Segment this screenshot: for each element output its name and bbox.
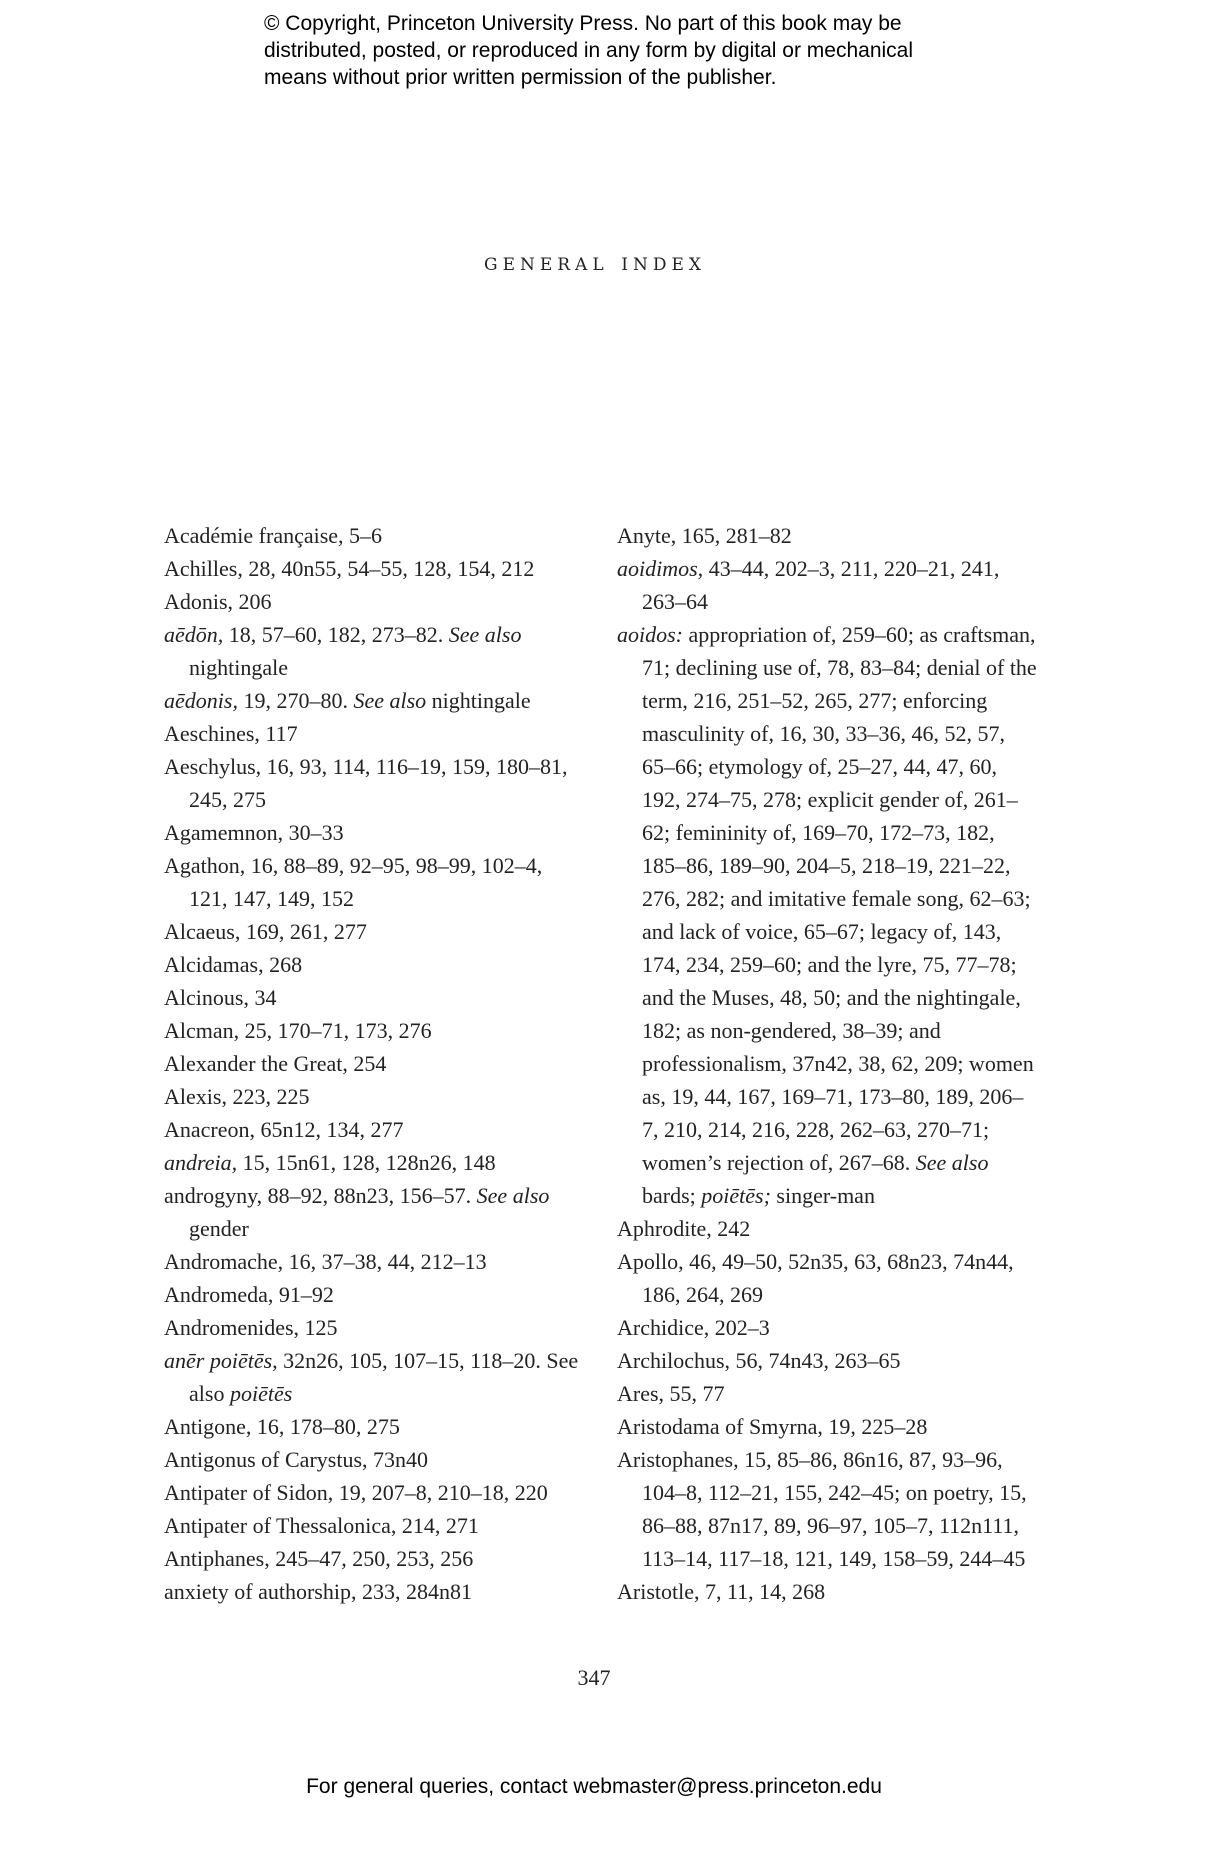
- index-entry-text: Agathon, 16, 88–89, 92–95, 98–99, 102–4, 121, 147, 149, 152: [164, 853, 543, 911]
- index-entry-text: anxiety of authorship, 233, 284n81: [164, 1579, 472, 1604]
- index-entry-text: Ares, 55, 77: [617, 1381, 725, 1406]
- index-entry: [164, 849, 584, 915]
- index-entry: [164, 1047, 584, 1080]
- index-entry-text: Alcidamas, 268: [164, 952, 303, 977]
- index-entry-text: 43–44, 202–3, 211, 220–21, 241, 263–64: [642, 556, 1000, 614]
- index-entry: [164, 1311, 584, 1344]
- index-entry-text: Alcaeus, 169, 261, 277: [164, 919, 367, 944]
- index-entry: [164, 1014, 584, 1047]
- index-entry: [164, 1410, 584, 1443]
- index-entry-text: Andromache, 16, 37–38, 44, 212–13: [164, 1249, 487, 1274]
- index-entry: [164, 519, 584, 552]
- index-entry-text: Aristotle, 7, 11, 14, 268: [617, 1579, 826, 1604]
- index-entry: [164, 1344, 584, 1410]
- index-entry-text: Apollo, 46, 49–50, 52n35, 63, 68n23, 74n44, 186, 264, 269: [617, 1249, 1014, 1307]
- index-entry-text: Aphrodite, 242: [617, 1216, 751, 1241]
- index-entry-text: gender: [189, 1216, 249, 1241]
- index-entry: [164, 1443, 584, 1476]
- index-entry-text: Anacreon, 65n12, 134, 277: [164, 1117, 404, 1142]
- index-entry-text: appropriation of, 259–60; as craftsman, 71; declining use of, 78, 83–84; denial of the term, 216, 251–52, 265, 277; enforcing masculinity of, 16, 30, 33–36, 46, 52, 57, 65–66; etymology of, 25–27, 44, 47, 60, 192, 274–75, 278; explicit gender of, 261–62; femininity of, 169–70, 172–73, 182, 185–86, 189–90, 204–5, 218–19, 221–22, 276, 282; and imitative female song, 62–63; and lack of voice, 65–67; legacy of, 143, 174, 234, 259–60; and the lyre, 75, 77–78; and the Muses, 48, 50; and the nightingale, 182; as non-gendered, 38–39; and professionalism, 37n42, 38, 62, 209; women as, 19, 44, 167, 169–71, 173–80, 189, 206–7, 210, 214, 216, 228, 262–63, 270–71; women’s rejection of, 267–68.: [642, 622, 1037, 1175]
- index-entry-text: Aeschylus, 16, 93, 114, 116–19, 159, 180–81, 245, 275: [164, 754, 568, 812]
- index-entry: [164, 1278, 584, 1311]
- index-entry: [617, 1344, 1037, 1377]
- index-entry-text: Agamemnon, 30–33: [164, 820, 344, 845]
- copyright-line: means without prior written permission of the publisher.: [264, 66, 777, 89]
- index-entry-text: Aristophanes, 15, 85–86, 86n16, 87, 93–96, 104–8, 112–21, 155, 242–45; on poetry, 15, 86–88, 87n17, 89, 96–97, 105–7, 112n111, 113–14, 117–18, 121, 149, 158–59, 244–45: [617, 1447, 1027, 1571]
- index-entry-text: Antiphanes, 245–47, 250, 253, 256: [164, 1546, 474, 1571]
- index-entry-text: Adonis, 206: [164, 589, 272, 614]
- index-entry: [617, 552, 1037, 618]
- index-entry-text: Achilles, 28, 40n55, 54–55, 128, 154, 212: [164, 556, 535, 581]
- index-column-left: [164, 519, 584, 1608]
- index-entry-text: Aristodama of Smyrna, 19, 225–28: [617, 1414, 928, 1439]
- index-entry-text: 15, 15n61, 128, 128n26, 148: [237, 1150, 496, 1175]
- index-entry-text: Antigone, 16, 178–80, 275: [164, 1414, 400, 1439]
- index-entry: [617, 1377, 1037, 1410]
- index-entry: [164, 1245, 584, 1278]
- index-entry: [164, 552, 584, 585]
- index-entry-text: nightingale: [426, 688, 531, 713]
- index-entry: [164, 1509, 584, 1542]
- index-entry-text: See also: [353, 688, 427, 713]
- index-entry-text: androgyny, 88–92, 88n23, 156–57.: [164, 1183, 477, 1208]
- index-entry-text: Andromeda, 91–92: [164, 1282, 334, 1307]
- index-entry-text: aoidos:: [617, 622, 683, 647]
- index-entry: [617, 1575, 1037, 1608]
- index-entry-text: Archilochus, 56, 74n43, 263–65: [617, 1348, 901, 1373]
- index-entry-text: Andromenides, 125: [164, 1315, 338, 1340]
- index-entry-text: 32n26, 105, 107–15, 118–20. See also: [189, 1348, 579, 1406]
- index-entry-text: 18, 57–60, 182, 273–82.: [223, 622, 449, 647]
- index-entry: [164, 1476, 584, 1509]
- index-entry-text: Alexis, 223, 225: [164, 1084, 310, 1109]
- index-entry-text: Aeschines, 117: [164, 721, 298, 746]
- index-entry-text: Archidice, 202–3: [617, 1315, 770, 1340]
- index-entry-text: andreia,: [164, 1150, 238, 1175]
- index-entry: [164, 618, 584, 684]
- index-entry: [164, 585, 584, 618]
- index-entry: [164, 1575, 584, 1608]
- copyright-line: © Copyright, Princeton University Press. No part of this book may be: [264, 12, 902, 35]
- index-entry: [164, 1146, 584, 1179]
- index-entry: [617, 1443, 1037, 1575]
- index-column-right: [617, 519, 1037, 1608]
- footer-contact: For general queries, contact webmaster@press.princeton.edu: [306, 1775, 882, 1798]
- index-entry-text: Alcinous, 34: [164, 985, 277, 1010]
- page-number: 347: [577, 1665, 611, 1690]
- index-entry-text: See also: [476, 1183, 550, 1208]
- index-entry-text: 19, 270–80.: [237, 688, 354, 713]
- index-entry: [164, 750, 584, 816]
- index-entry-text: Académie française, 5–6: [164, 523, 383, 548]
- index-entry-text: aēdonis,: [164, 688, 238, 713]
- index-entry-text: Anyte, 165, 281–82: [617, 523, 792, 548]
- index-entry-text: poiētēs;: [701, 1183, 771, 1208]
- index-entry-text: aēdōn,: [164, 622, 224, 647]
- index-entry-text: singer-man: [770, 1183, 875, 1208]
- index-entry: [617, 1410, 1037, 1443]
- index-entry: [164, 1080, 584, 1113]
- index-entry-text: anēr poiētēs,: [164, 1348, 278, 1373]
- index-entry-text: Antipater of Thessalonica, 214, 271: [164, 1513, 479, 1538]
- index-entry-text: Antigonus of Carystus, 73n40: [164, 1447, 428, 1472]
- index-entry: [164, 915, 584, 948]
- index-entry-text: bards;: [642, 1183, 702, 1208]
- index-entry: [617, 1311, 1037, 1344]
- index-entry: [164, 948, 584, 981]
- index-entry: [617, 519, 1037, 552]
- index-entry: [617, 1245, 1037, 1311]
- page-title: general index: [483, 248, 706, 276]
- index-entry-text: Antipater of Sidon, 19, 207–8, 210–18, 220: [164, 1480, 548, 1505]
- index-entry-text: Alexander the Great, 254: [164, 1051, 387, 1076]
- index-entry: [164, 1179, 584, 1245]
- index-entry-text: Alcman, 25, 170–71, 173, 276: [164, 1018, 432, 1043]
- index-entry-text: aoidimos,: [617, 556, 704, 581]
- copyright-notice: [264, 10, 1024, 91]
- index-entry-text: See also: [448, 622, 522, 647]
- index-entry: [164, 1113, 584, 1146]
- copyright-line: distributed, posted, or reproduced in any form by digital or mechanical: [264, 39, 914, 62]
- index-entry: [617, 618, 1037, 1212]
- index-entry: [164, 816, 584, 849]
- index-entry-text: nightingale: [189, 655, 288, 680]
- index-entry-text: poiētēs: [229, 1381, 293, 1406]
- index-entry: [164, 981, 584, 1014]
- index-entry-text: See also: [915, 1150, 989, 1175]
- index-entry: [164, 1542, 584, 1575]
- index-entry: [164, 717, 584, 750]
- index-entry: [164, 684, 584, 717]
- index-entry: [617, 1212, 1037, 1245]
